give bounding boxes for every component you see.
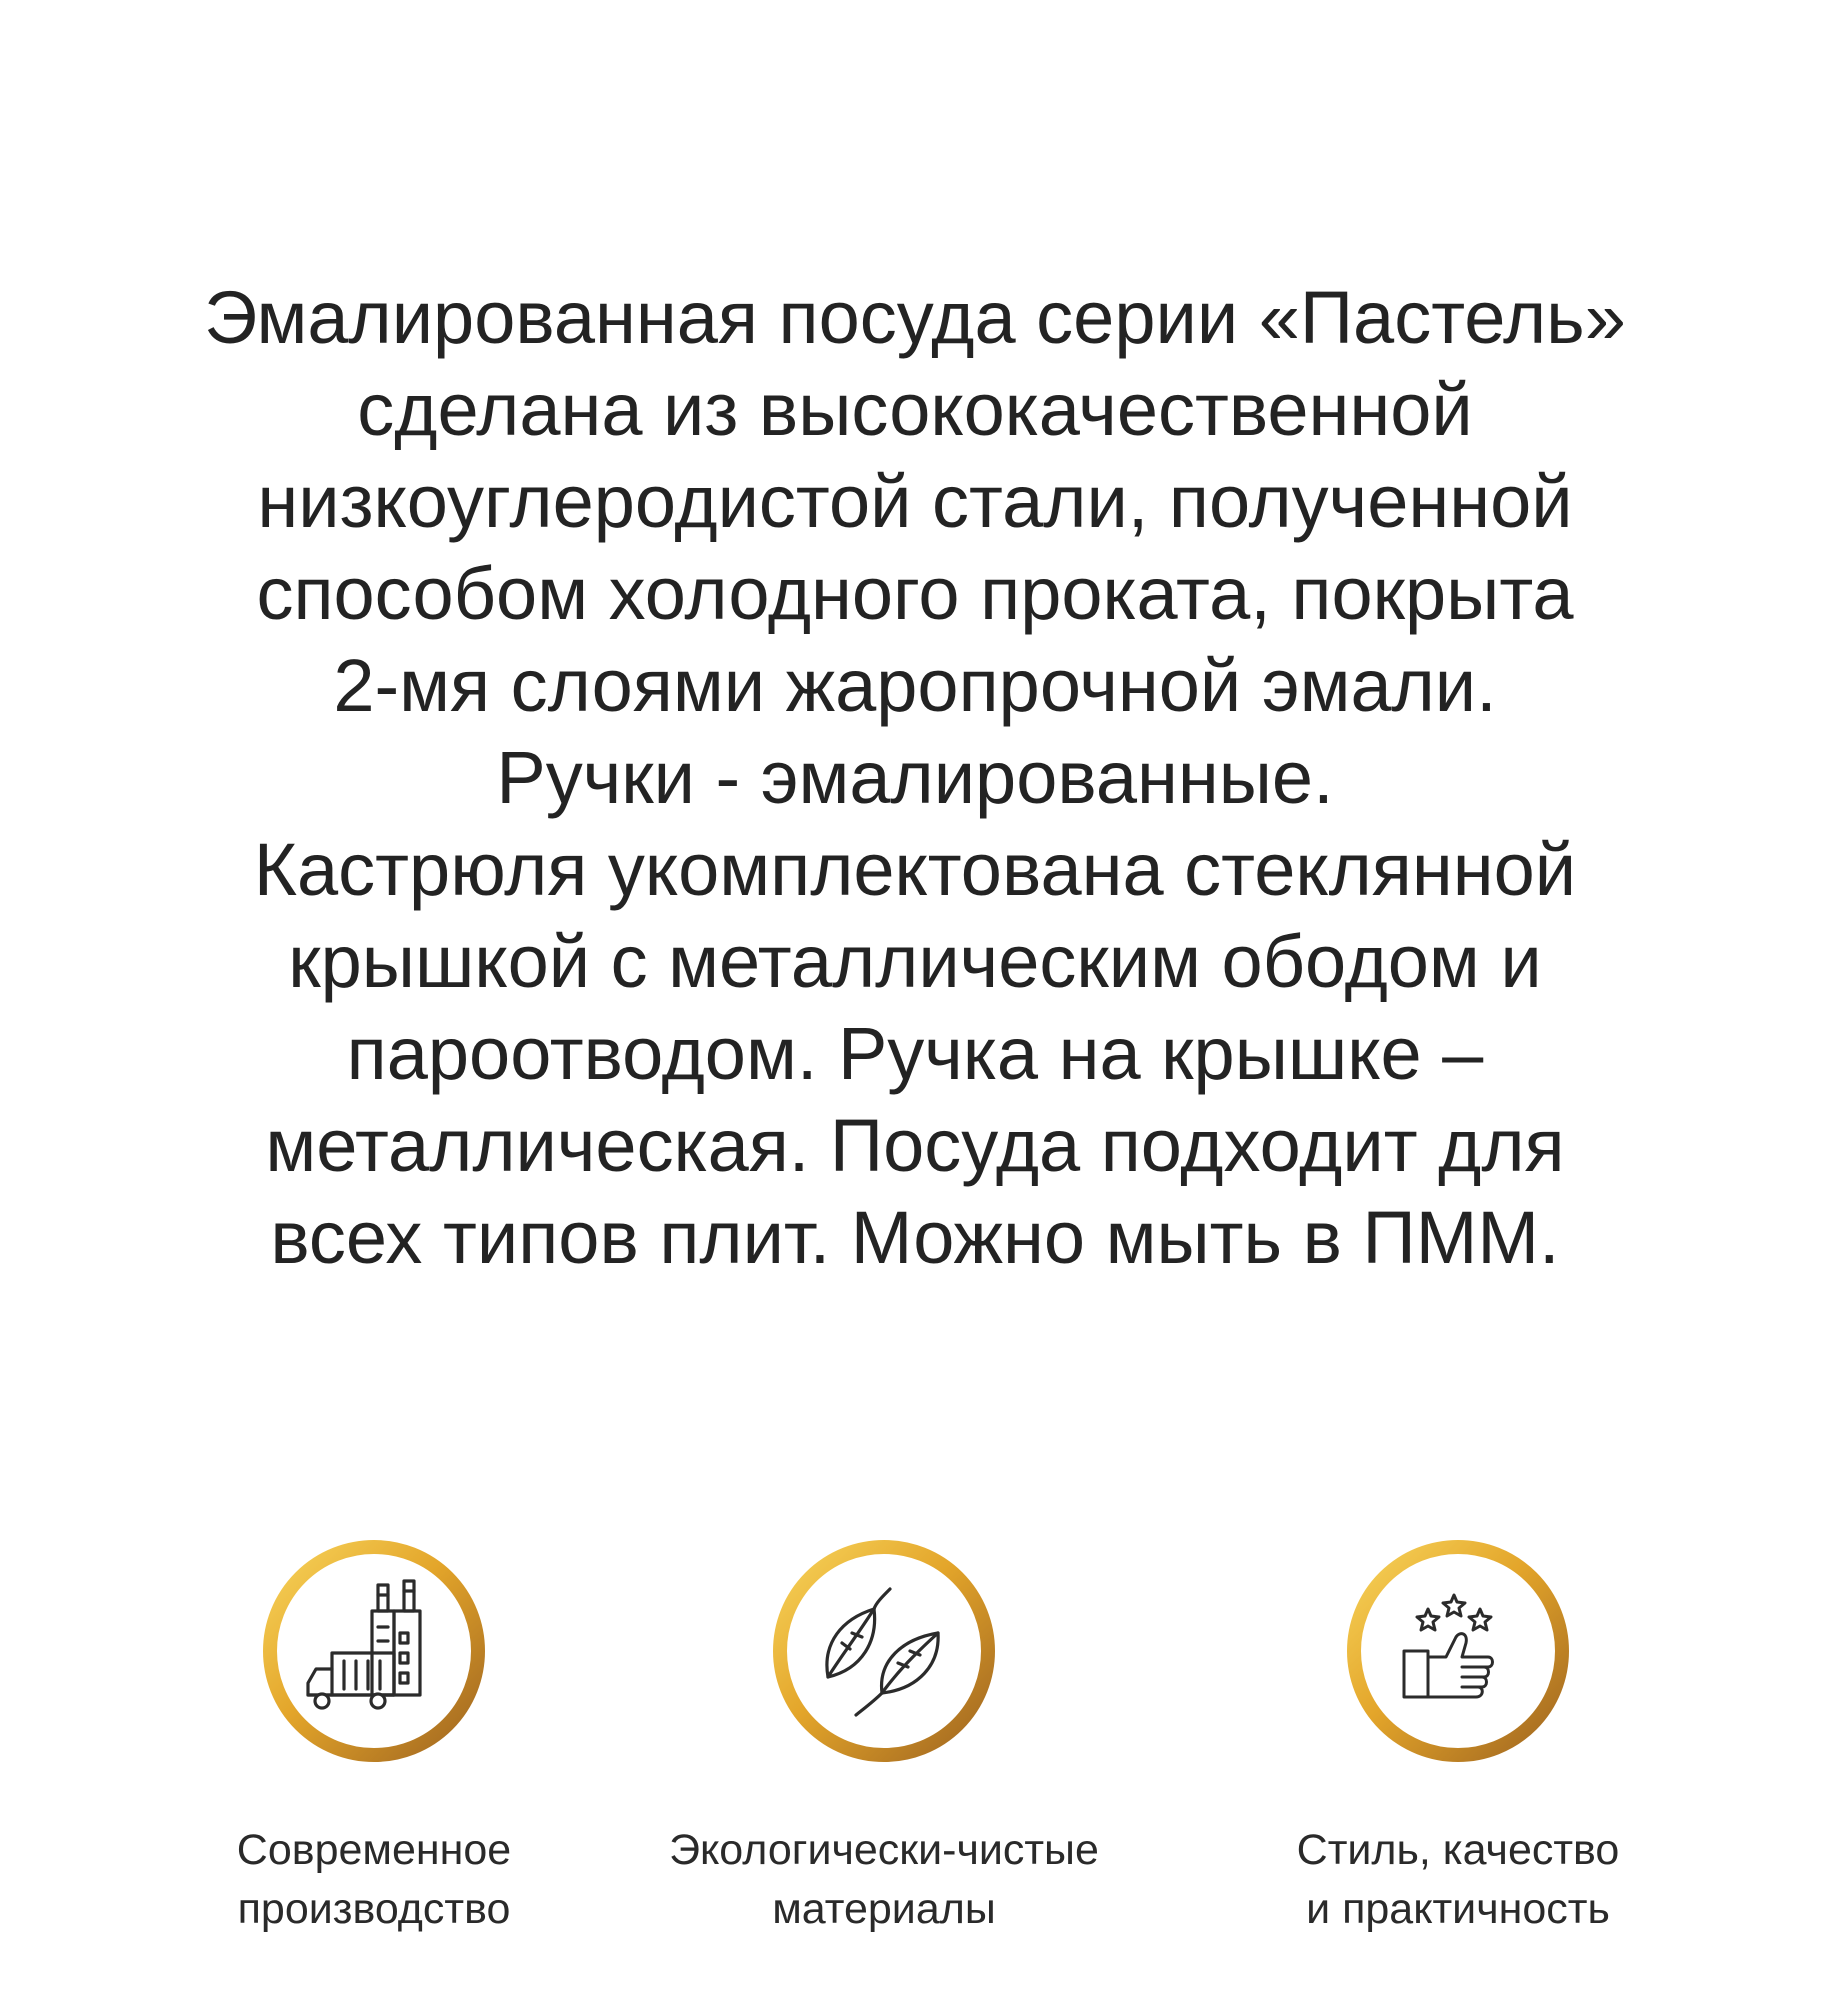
description-line: способом холодного проката, покрыта — [256, 552, 1574, 635]
description-line: Кастрюля укомплектована стеклянной — [253, 828, 1577, 911]
feature-caption — [604, 1821, 1164, 1939]
description-line: всех типов плит. Можно мыть в ПММ. — [270, 1196, 1560, 1279]
caption-line: производство — [237, 1885, 511, 1933]
product-description — [100, 272, 1730, 1284]
caption-line: материалы — [772, 1885, 996, 1933]
description-line: Эмалированная посуда серии «Пастель» — [204, 276, 1626, 359]
description-line: низкоуглеродистой стали, полученной — [257, 460, 1573, 543]
feature-caption — [1178, 1821, 1738, 1939]
description-line: крышкой с металлическим ободом и — [288, 920, 1542, 1003]
caption-line: Стиль, качество — [1296, 1826, 1620, 1874]
description-line: металлическая. Посуда подходит для — [265, 1104, 1565, 1187]
description-line: пароотводом. Ручка на крышке – — [346, 1012, 1484, 1095]
leaves-icon — [770, 1537, 998, 1765]
caption-line: Современное — [236, 1826, 512, 1874]
description-line: сделана из высококачественной — [357, 368, 1473, 451]
feature-style-quality — [1178, 1537, 1738, 1939]
description-line: 2-мя слоями жаропрочной эмали. — [333, 644, 1497, 727]
feature-eco-materials — [604, 1537, 1164, 1939]
caption-line: Экологически-чистые — [669, 1826, 1099, 1874]
caption-line: и практичность — [1306, 1885, 1610, 1933]
feature-modern-production — [94, 1537, 654, 1939]
factory-icon — [260, 1537, 488, 1765]
thumbs-up-stars-icon — [1344, 1537, 1572, 1765]
description-line: Ручки - эмалированные. — [496, 736, 1334, 819]
feature-caption — [94, 1821, 654, 1939]
